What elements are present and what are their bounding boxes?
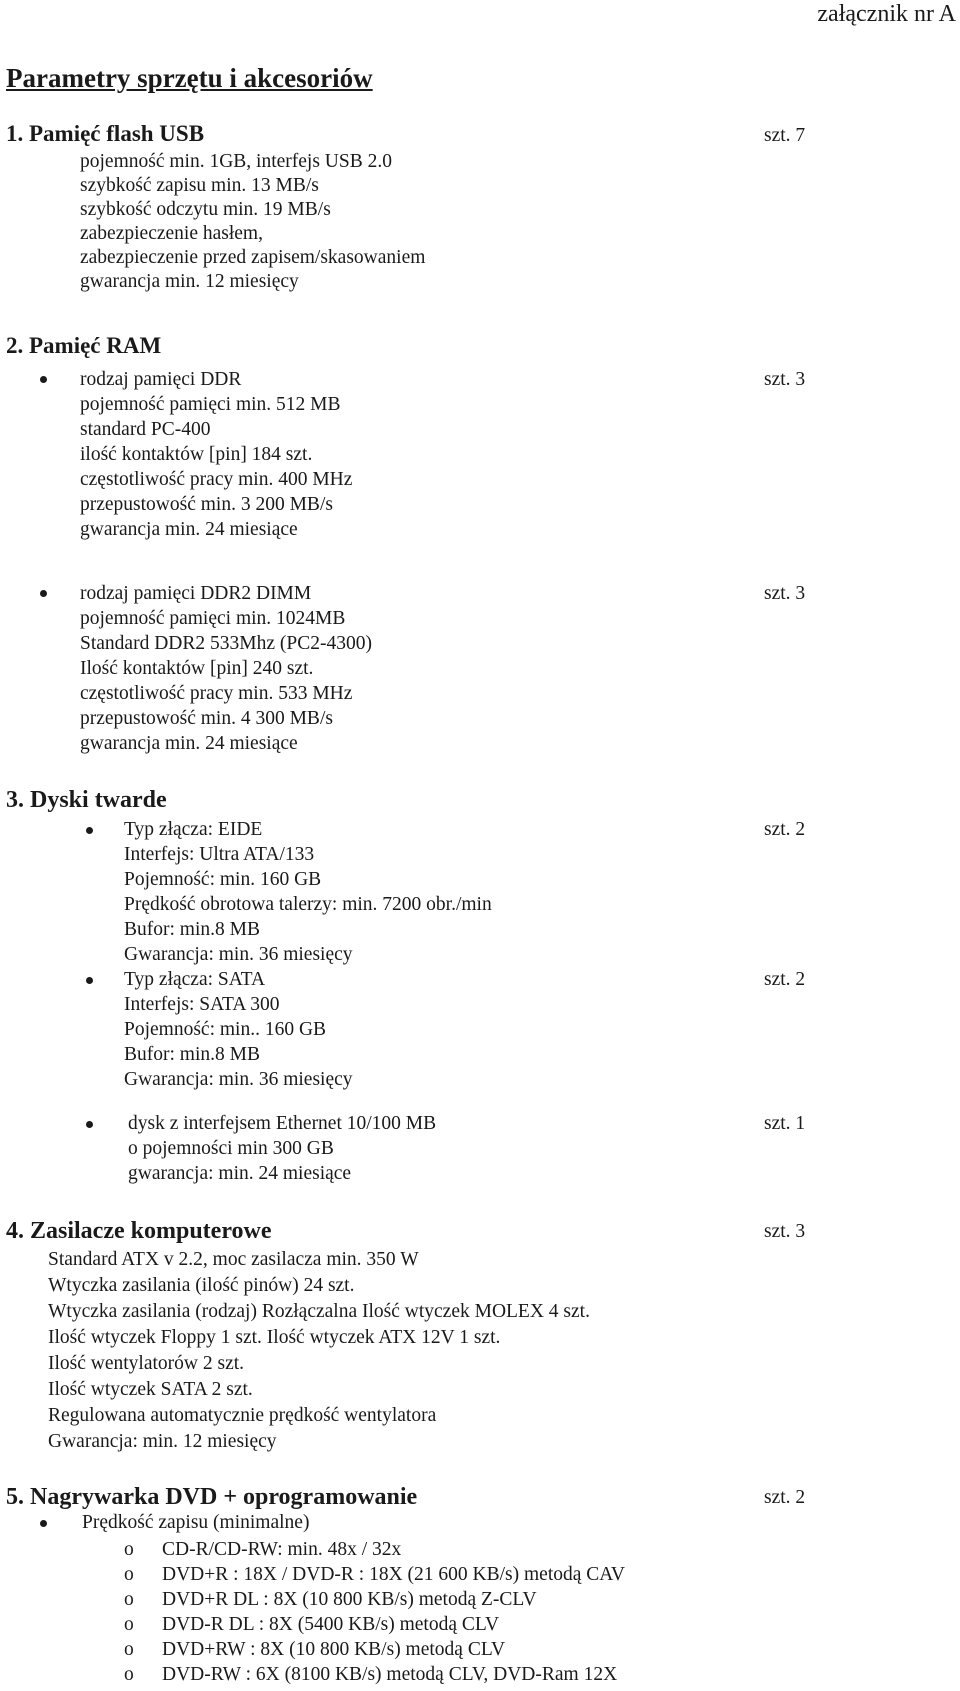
spec-line: Bufor: min.8 MB (124, 1044, 260, 1065)
spec-line: pojemność min. 1GB, interfejs USB 2.0 (80, 151, 392, 172)
document-title: Parametry sprzętu i akcesoriów (6, 63, 373, 93)
sub-bullet-marker: o (124, 1589, 134, 1610)
spec-line: ilość kontaktów [pin] 184 szt. (80, 444, 313, 465)
section-3-heading: 3. Dyski twarde (6, 787, 167, 813)
spec-line: Gwarancja: min. 36 miesięcy (124, 944, 353, 965)
bullet-icon (40, 376, 47, 383)
spec-line: DVD+R : 18X / DVD-R : 18X (21 600 KB/s) metodą CAV (162, 1564, 625, 1585)
spec-line: Gwarancja: min. 36 miesięcy (124, 1069, 353, 1090)
spec-line: standard PC-400 (80, 419, 211, 440)
sub-bullet-marker: o (124, 1614, 134, 1635)
spec-line: DVD-RW : 6X (8100 KB/s) metodą CLV, DVD-Ram 12X (162, 1664, 618, 1685)
spec-line: Wtyczka zasilania (ilość pinów) 24 szt. (48, 1275, 355, 1296)
spec-line: Pojemność: min. 160 GB (124, 869, 322, 890)
spec-line: Ilość kontaktów [pin] 240 szt. (80, 658, 314, 679)
attachment-label: załącznik nr A (817, 1, 956, 27)
spec-line: Ilość wentylatorów 2 szt. (48, 1353, 245, 1374)
spec-line: DVD+R DL : 8X (10 800 KB/s) metodą Z-CLV (162, 1589, 537, 1610)
spec-line: pojemność pamięci min. 512 MB (80, 394, 341, 415)
section-2-heading: 2. Pamięć RAM (6, 333, 162, 358)
spec-line: Interfejs: Ultra ATA/133 (124, 844, 315, 865)
bullet-icon (86, 1121, 93, 1128)
spec-line: Typ złącza: EIDE (124, 819, 263, 840)
spec-line: gwarancja min. 12 miesięcy (80, 271, 299, 292)
spec-line: DVD+RW : 8X (10 800 KB/s) metodą CLV (162, 1639, 506, 1660)
spec-line: gwarancja min. 24 miesiące (80, 733, 298, 754)
spec-line: Prędkość zapisu (minimalne) (82, 1512, 310, 1533)
spec-line: Standard DDR2 533Mhz (PC2-4300) (80, 633, 372, 654)
spec-line: Standard ATX v 2.2, moc zasilacza min. 350 W (48, 1249, 419, 1270)
section-1-heading: 1. Pamięć flash USB (6, 121, 205, 146)
sub-bullet-marker: o (124, 1639, 134, 1660)
bullet-icon (86, 977, 93, 984)
spec-line: Interfejs: SATA 300 (124, 994, 280, 1015)
spec-line: Ilość wtyczek Floppy 1 szt. Ilość wtyczek ATX 12V 1 szt. (48, 1327, 501, 1348)
spec-line: pojemność pamięci min. 1024MB (80, 608, 346, 629)
spec-line: przepustowość min. 4 300 MB/s (80, 708, 333, 729)
spec-line: częstotliwość pracy min. 400 MHz (80, 469, 353, 490)
spec-line: Ilość wtyczek SATA 2 szt. (48, 1379, 253, 1400)
item-quantity: szt. 2 (764, 969, 806, 990)
item-quantity: szt. 2 (764, 819, 806, 840)
item-quantity: szt. 3 (764, 369, 806, 390)
spec-line: gwarancja min. 24 miesiące (80, 519, 298, 540)
sub-bullet-marker: o (124, 1664, 134, 1685)
spec-line: Pojemność: min.. 160 GB (124, 1019, 327, 1040)
spec-line: gwarancja: min. 24 miesiące (128, 1163, 352, 1184)
spec-line: zabezpieczenie przed zapisem/skasowaniem (80, 247, 426, 268)
item-quantity: szt. 3 (764, 583, 806, 604)
spec-line: Wtyczka zasilania (rodzaj) Rozłączalna Ilość wtyczek MOLEX 4 szt. (48, 1301, 590, 1322)
spec-line: zabezpieczenie hasłem, (80, 223, 263, 244)
bullet-icon (40, 1520, 47, 1527)
spec-line: Regulowana automatycznie prędkość wentylatora (48, 1405, 437, 1426)
bullet-icon (40, 590, 47, 597)
spec-line: rodzaj pamięci DDR (80, 369, 242, 390)
spec-line: dysk z interfejsem Ethernet 10/100 MB (128, 1113, 437, 1134)
spec-line: Typ złącza: SATA (124, 969, 266, 990)
section-4-heading: 4. Zasilacze komputerowe (6, 1218, 272, 1244)
spec-line: Bufor: min.8 MB (124, 919, 260, 940)
item-quantity: szt. 1 (764, 1113, 806, 1134)
section-5-quantity: szt. 2 (764, 1487, 806, 1508)
sub-bullet-marker: o (124, 1564, 134, 1585)
spec-line: DVD-R DL : 8X (5400 KB/s) metodą CLV (162, 1614, 500, 1635)
section-1-quantity: szt. 7 (764, 125, 806, 146)
sub-bullet-marker: o (124, 1539, 134, 1560)
spec-line: o pojemności min 300 GB (128, 1138, 334, 1159)
bullet-icon (86, 827, 93, 834)
spec-line: przepustowość min. 3 200 MB/s (80, 494, 333, 515)
section-4-quantity: szt. 3 (764, 1221, 806, 1242)
section-5-heading: 5. Nagrywarka DVD + oprogramowanie (6, 1484, 418, 1510)
spec-line: CD-R/CD-RW: min. 48x / 32x (162, 1539, 402, 1560)
spec-line: rodzaj pamięci DDR2 DIMM (80, 583, 312, 604)
spec-line: szybkość odczytu min. 19 MB/s (80, 199, 331, 220)
spec-line: częstotliwość pracy min. 533 MHz (80, 683, 353, 704)
spec-line: Prędkość obrotowa talerzy: min. 7200 obr./min (124, 894, 492, 915)
spec-line: Gwarancja: min. 12 miesięcy (48, 1431, 277, 1452)
spec-line: szybkość zapisu min. 13 MB/s (80, 175, 319, 196)
